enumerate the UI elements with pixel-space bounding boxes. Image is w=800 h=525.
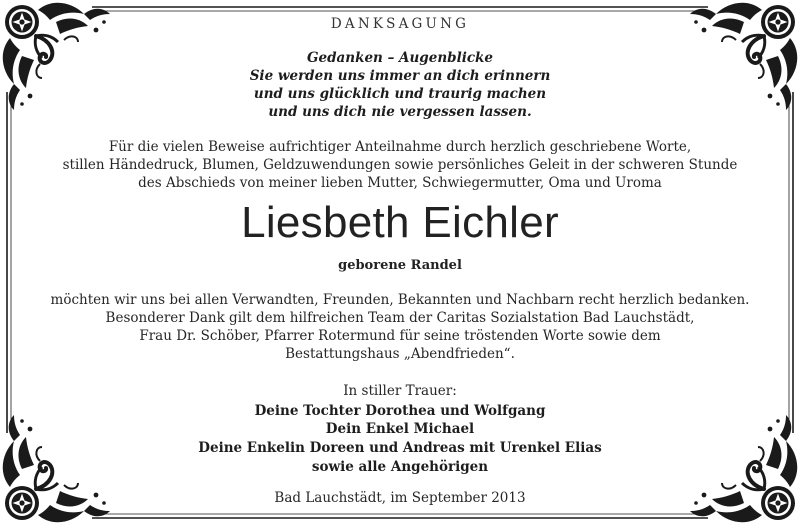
mourner-line: sowie alle Angehörigen [311,459,489,475]
poem-line: Gedanken – Augenblicke [306,50,494,66]
thanks-line: Besonderer Dank gilt dem hilfreichen Team der Caritas Sozialstation Bad Lauchstädt, [105,310,695,326]
maiden-name: geborene Randel [338,258,462,273]
mourning-intro: In stiller Trauer: [343,383,457,399]
poem-line: und uns dich nie vergessen lassen. [268,104,532,120]
intro-line: des Abschieds von meiner lieben Mutter, Schwiegermutter, Oma und Uroma [138,175,662,191]
poem-line: und uns glücklich und traurig machen [253,86,547,102]
thanks-line: Frau Dr. Schöber, Pfarrer Rotermund für seine tröstenden Worte sowie dem [139,328,661,344]
thanks-line: möchten wir uns bei allen Verwandten, Freunden, Bekannten und Nachbarn recht herzlich bedanken. [50,292,750,308]
thanks-line: Bestattungshaus „Abendfrieden“. [285,346,515,362]
mourner-line: Deine Enkelin Doreen und Andreas mit Urenkel Elias [198,440,602,456]
mourner-line: Deine Tochter Dorothea und Wolfgang [254,403,546,419]
place-date: Bad Lauchstädt, im September 2013 [274,490,526,506]
poem-line: Sie werden uns immer an dich erinnern [249,68,551,84]
notice-heading: DANKSAGUNG [330,16,470,32]
mourner-line: Dein Enkel Michael [325,421,475,437]
intro-line: Für die vielen Beweise aufrichtiger Anteilnahme durch herzlich geschriebene Worte, [108,139,692,155]
deceased-name: Liesbeth Eichler [241,198,559,247]
intro-line: stillen Händedruck, Blumen, Geldzuwendungen sowie persönliches Geleit in der schweren Stunde [62,157,738,173]
